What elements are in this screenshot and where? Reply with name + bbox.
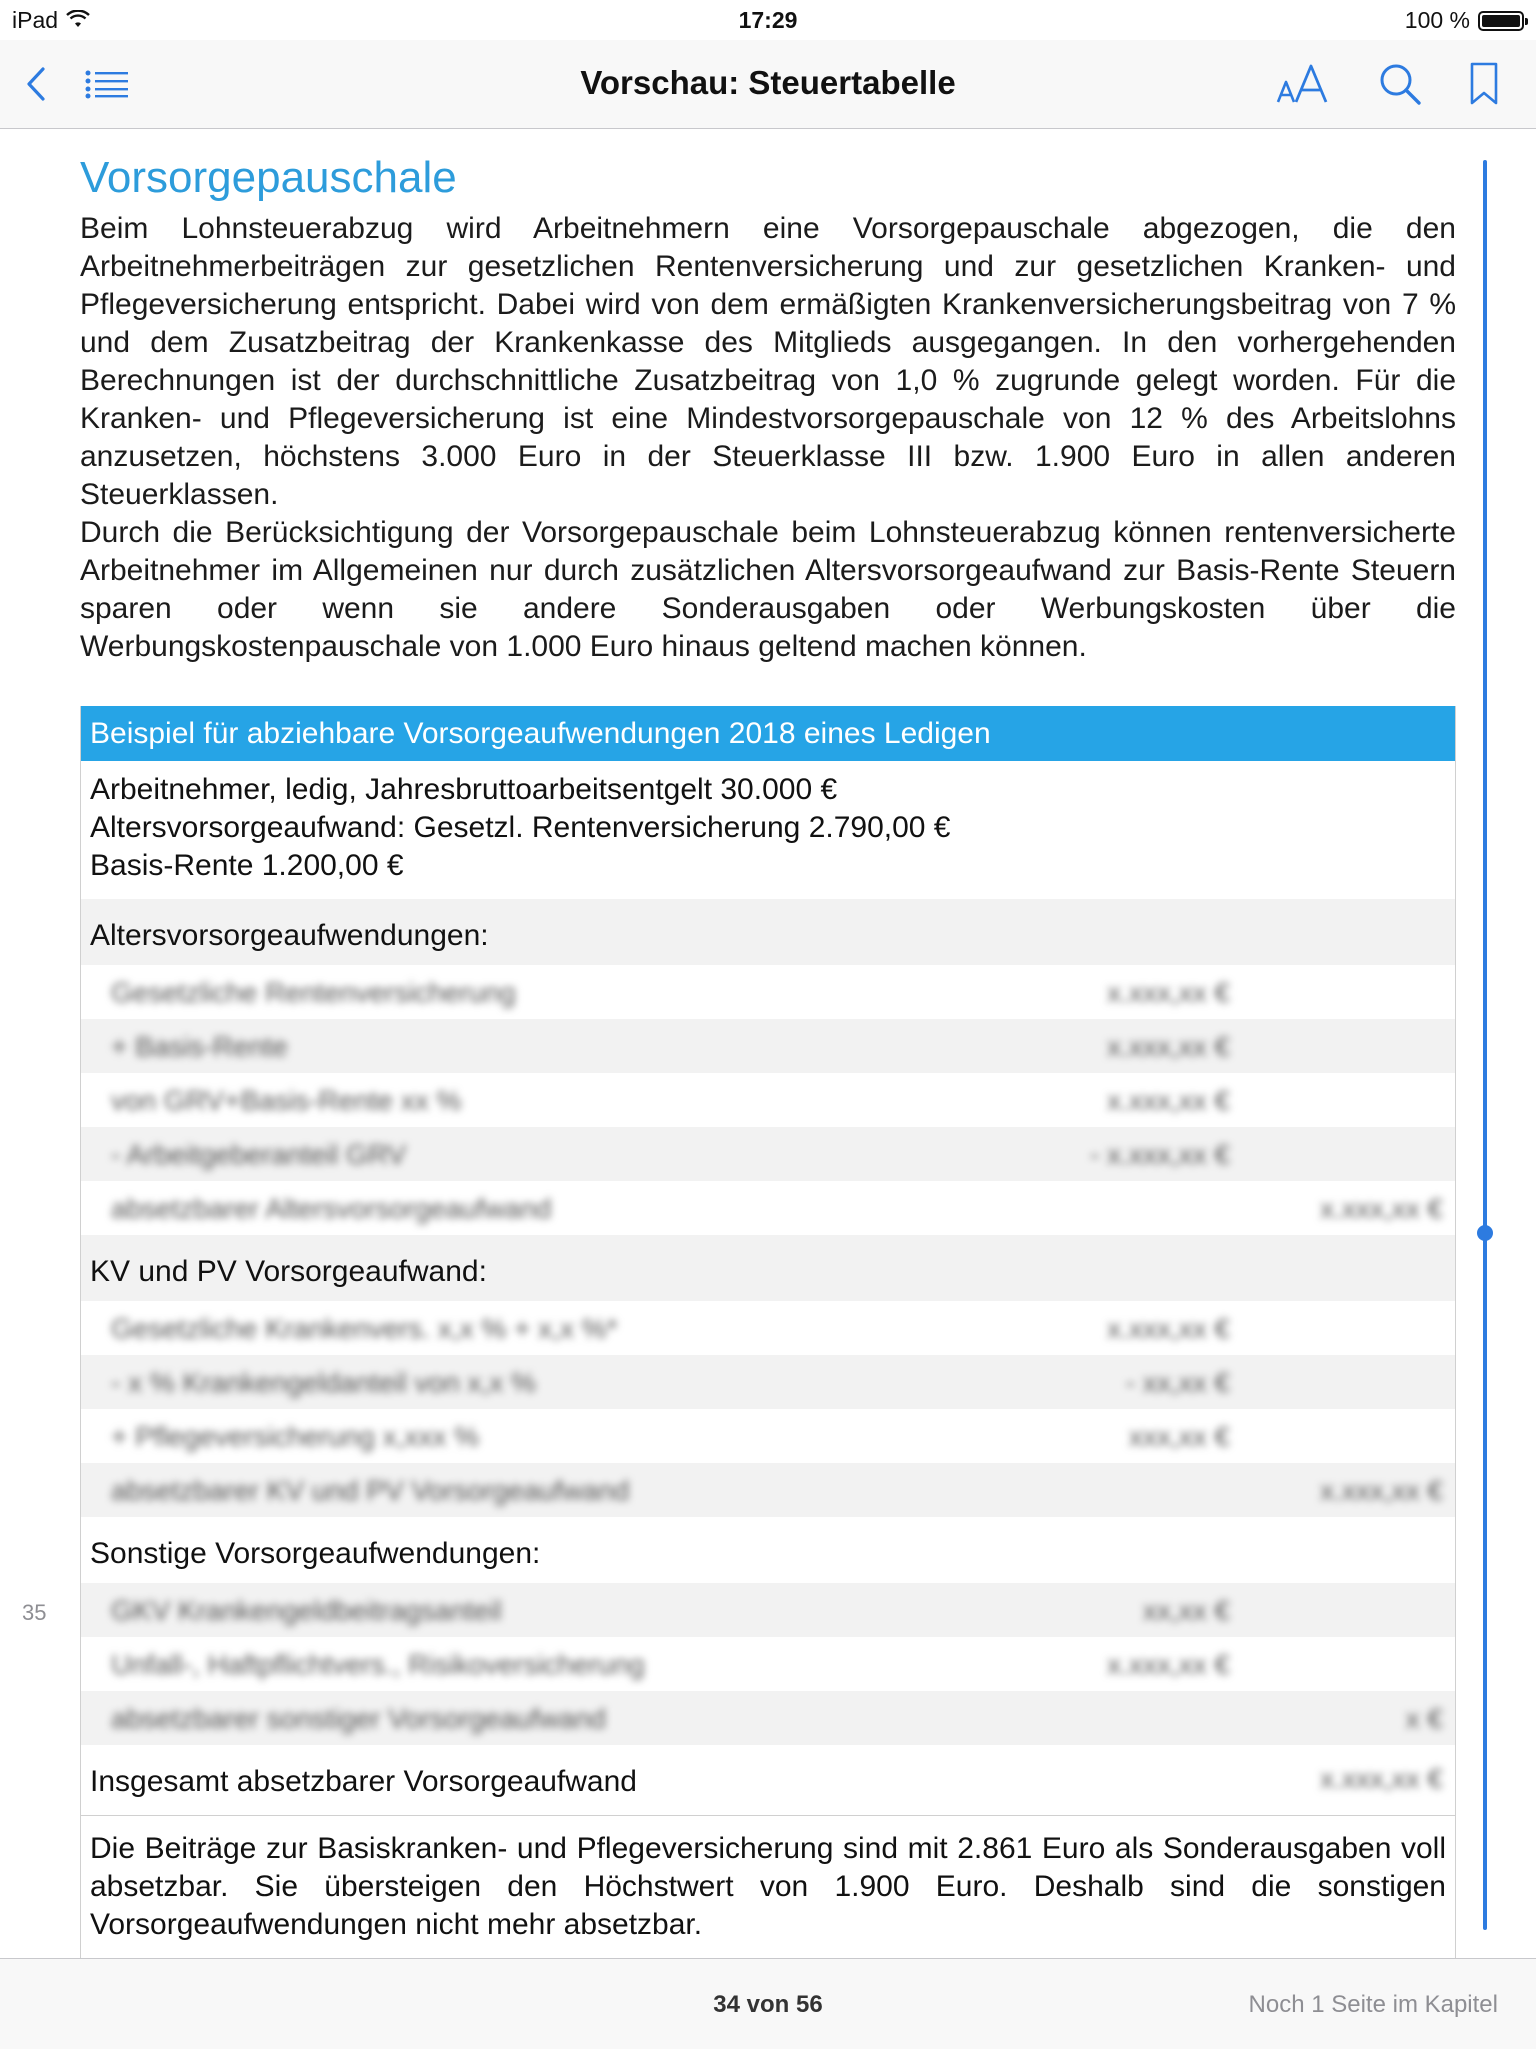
row-label: Unfall-, Haftpflichtvers., Risikoversicherung <box>111 1649 645 1680</box>
group-heading: KV und PV Vorsorgeaufwand: <box>81 1235 1455 1301</box>
group-heading: Sonstige Vorsorgeaufwendungen: <box>81 1517 1455 1583</box>
battery-percent: 100 % <box>1404 7 1470 33</box>
table-row <box>81 1301 1455 1355</box>
row-amount: x.xxx,xx € <box>1107 1031 1230 1062</box>
example-intro <box>81 761 1455 899</box>
bottom-bar <box>0 1958 1536 2049</box>
row-label: von GRV+Basis-Rente xx % <box>111 1085 462 1116</box>
page-number-marker: 35 <box>22 1600 47 1625</box>
table-row <box>81 1691 1455 1745</box>
section-body <box>80 210 1456 666</box>
navigation-bar <box>0 40 1536 129</box>
chapter-remaining: Noch 1 Seite im Kapitel <box>1248 1991 1498 2018</box>
bookmark-button[interactable] <box>1468 60 1500 108</box>
group-heading: Altersvorsorgeaufwendungen: <box>81 899 1455 965</box>
intro-line: Basis-Rente 1.200,00 € <box>90 849 404 882</box>
battery-icon <box>1478 11 1524 31</box>
row-label: Gesetzliche Rentenversicherung <box>111 977 516 1008</box>
row-label: Gesetzliche Krankenvers. x,x % + x,x %* <box>111 1313 618 1344</box>
section-title: Vorsorgepauschale <box>80 153 457 202</box>
table-row <box>81 1409 1455 1463</box>
row-label: + Basis-Rente <box>111 1031 288 1062</box>
example-note <box>81 1816 1455 1964</box>
table-row <box>81 1019 1455 1073</box>
table-row <box>81 1355 1455 1409</box>
paragraph: Durch die Berücksichtigung der Vorsorgepauschale beim Lohnsteuerabzug können rentenversicherte Arbeitnehmer im Allgemeinen nur durch zusätzlichen Altersvorsorgeaufwand zur Basis-Rente Steuern sparen oder wenn sie andere Sonderausgaben oder Werbungskosten über die Werbungskostenpauschale von 1.000 Euro hinaus geltend machen können. <box>80 516 1456 663</box>
row-amount: xxx,xx € <box>1128 1421 1230 1452</box>
scroll-position-handle[interactable] <box>1477 1225 1493 1241</box>
note-text: Die Beiträge zur Basiskranken- und Pflegeversicherung sind mit 2.861 Euro als Sonderausgaben voll absetzbar. Sie übersteigen den Höchstwert von 1.900 Euro. Deshalb sind die sonstigen Vorsorgeaufwendungen nicht mehr absetzbar. <box>90 1832 1446 1941</box>
table-row <box>81 1073 1455 1127</box>
status-bar <box>0 0 1536 40</box>
page-title: Vorschau: Steuertabelle <box>580 64 956 101</box>
row-label: absetzbarer sonstiger Vorsorgeaufwand <box>111 1703 606 1734</box>
row-label: absetzbarer Altersvorsorgeaufwand <box>111 1193 552 1224</box>
row-amount: x.xxx,xx € <box>1107 977 1230 1008</box>
table-row <box>81 1127 1455 1181</box>
row-amount: - xx,xx € <box>1125 1367 1230 1398</box>
row-label: absetzbarer KV und PV Vorsorgeaufwand <box>111 1475 630 1506</box>
search-icon <box>1377 61 1423 107</box>
row-label: + Pflegeversicherung x,xxx % <box>111 1421 480 1452</box>
total-row <box>81 1745 1455 1816</box>
row-amount: x.xxx,xx € <box>1107 1313 1230 1344</box>
table-row <box>81 1463 1455 1517</box>
row-total: x.xxx,xx € <box>1320 1193 1443 1224</box>
bookmark-icon <box>1469 62 1499 106</box>
row-total: x.xxx,xx € <box>1320 1475 1443 1506</box>
row-amount: - x.xxx,xx € <box>1089 1139 1230 1170</box>
page-indicator: 34 von 56 <box>713 1991 823 2018</box>
total-label: Insgesamt absetzbarer Vorsorgeaufwand <box>90 1765 637 1798</box>
intro-line: Altersvorsorgeaufwand: Gesetzl. Rentenversicherung 2.790,00 € <box>90 811 951 844</box>
device-name: iPad <box>12 7 59 33</box>
search-button[interactable] <box>1375 60 1425 108</box>
text-size-icon <box>1276 62 1330 106</box>
article <box>80 150 1456 666</box>
total-value: x.xxx,xx € <box>1320 1763 1443 1794</box>
table-row <box>81 1583 1455 1637</box>
row-label: GKV Krankengeldbeitragsanteil <box>111 1595 502 1626</box>
clock: 17:29 <box>738 7 798 33</box>
paragraph: Beim Lohnsteuerabzug wird Arbeitnehmern eine Vorsorgepauschale abgezogen, die den Arbeitnehmerbeiträgen zur gesetzlichen Rentenversicherung und zur gesetzlichen Kranken- und Pflegeversicherung entspricht. Dabei wird von dem ermäßigten Krankenversicherungsbeitrag von 7 % und dem Zusatzbeitrag der Krankenkasse des Mitglieds ausgegangen. In den vorhergehenden Berechnungen ist der durchschnittliche Zusatzbeitrag von 1,0 % zugrunde gelegt worden. Für die Kranken- und Pflegeversicherung ist eine Mindestvorsorgepauschale von 12 % des Arbeitslohns anzusetzen, höchstens 3.000 Euro in der Steuerklasse III bzw. 1.900 Euro in allen anderen Steuerklassen. <box>80 212 1456 511</box>
battery-fill <box>1482 15 1520 27</box>
row-label: - x % Krankengeldanteil von x,x % <box>111 1367 536 1398</box>
text-size-button[interactable] <box>1275 60 1331 108</box>
table-row <box>81 1181 1455 1235</box>
table-row <box>81 1637 1455 1691</box>
scroll-track[interactable] <box>1483 160 1487 1930</box>
row-amount: x.xxx,xx € <box>1107 1085 1230 1116</box>
example-table <box>80 706 1456 1965</box>
row-total: x € <box>1405 1703 1443 1734</box>
row-amount: x.xxx,xx € <box>1107 1649 1230 1680</box>
example-header: Beispiel für abziehbare Vorsorgeaufwendungen 2018 eines Ledigen <box>81 706 1455 761</box>
status-right <box>1405 7 1524 34</box>
row-label: - Arbeitgeberanteil GRV <box>111 1139 407 1170</box>
table-row <box>81 965 1455 1019</box>
intro-line: Arbeitnehmer, ledig, Jahresbruttoarbeitsentgelt 30.000 € <box>90 773 838 806</box>
row-amount: xx,xx € <box>1142 1595 1230 1626</box>
